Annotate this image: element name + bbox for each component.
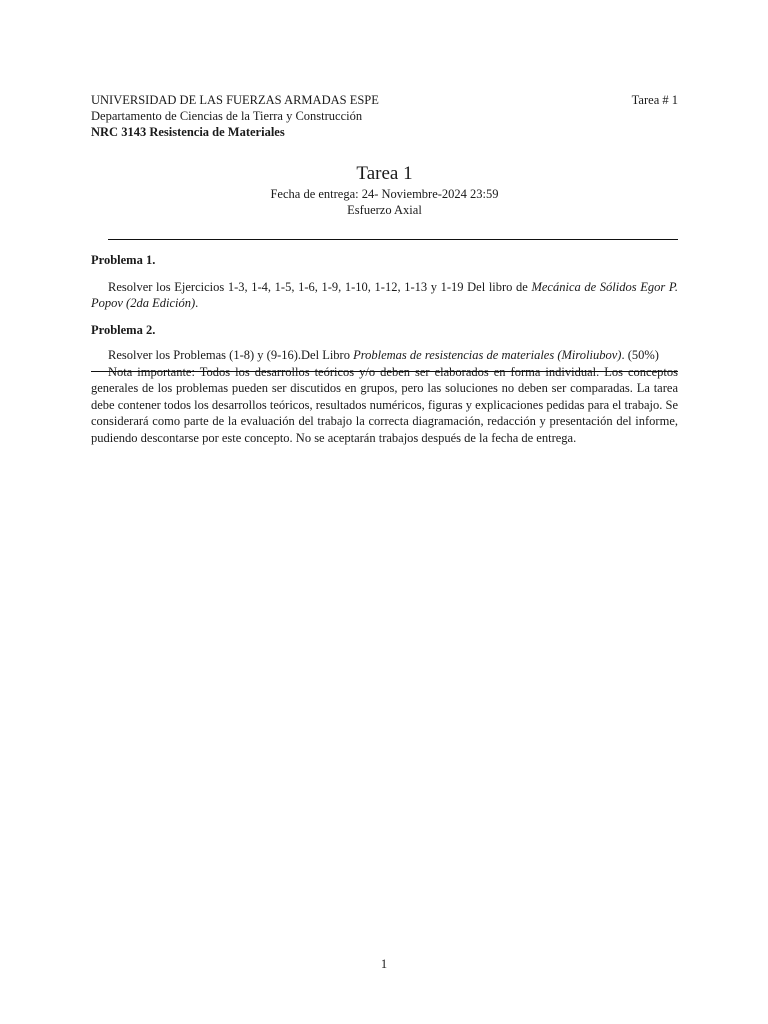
problem-1-text — [91, 279, 678, 312]
title-block — [91, 162, 678, 218]
problem-1-book-title: Mecánica de Sólidos Egor P. Popov (2da Edición) — [91, 279, 678, 310]
problem-2-text — [91, 347, 678, 364]
problem-2-text-end: . (50%) — [621, 348, 659, 362]
document-body — [91, 252, 678, 446]
department-name: Departamento de Ciencias de la Tierra y Construcción — [91, 109, 363, 123]
document-title: Tarea 1 — [356, 163, 413, 184]
document-header — [91, 92, 678, 140]
course-name: NRC 3143 Resistencia de Materiales — [91, 125, 285, 139]
page-number: 1 — [380, 957, 388, 971]
problem-1-heading: Problema 1. — [91, 253, 156, 267]
important-note-text: Nota importante: Todos los desarrollos teóricos y/o deben ser elaborados en forma individual. Los conceptos generales de los problemas pueden ser discutidos en grupos, pero las soluciones no deben ser comparadas. La tarea debe contener todos los desarrollos teóricos, resultados numéricos, figuras y explicaciones pedidas para el trabajo. Se considerará como parte de la evaluación del trabajo la correcta diagramación, redacción y presentación del informe, pudiendo descontarse por este concepto. No se aceptarán trabajos después de la fecha de entrega. — [91, 364, 678, 445]
due-date: Fecha de entrega: 24- Noviembre-2024 23:59 — [270, 187, 499, 201]
task-number: Tarea # 1 — [631, 93, 678, 107]
problem-1-text-start: Resolver los Ejercicios 1-3, 1-4, 1-5, 1-6, 1-9, 1-10, 1-12, 1-13 y 1-19 Del libro de — [108, 279, 532, 294]
problem-1-text-end: . — [195, 296, 199, 310]
note-overline — [91, 371, 678, 372]
problem-2-heading: Problema 2. — [91, 322, 156, 337]
topic: Esfuerzo Axial — [347, 203, 422, 217]
university-name: UNIVERSIDAD DE LAS FUERZAS ARMADAS ESPE — [91, 93, 379, 107]
header-top-row — [91, 92, 678, 108]
problem-2-book-title: Problemas de resistencias de materiales (Miroliubov) — [353, 348, 622, 362]
problem-2-text-start: Resolver los Problemas (1-8) y (9-16).Del Libro — [108, 348, 354, 362]
horizontal-rule — [108, 239, 678, 240]
important-note — [91, 364, 678, 447]
